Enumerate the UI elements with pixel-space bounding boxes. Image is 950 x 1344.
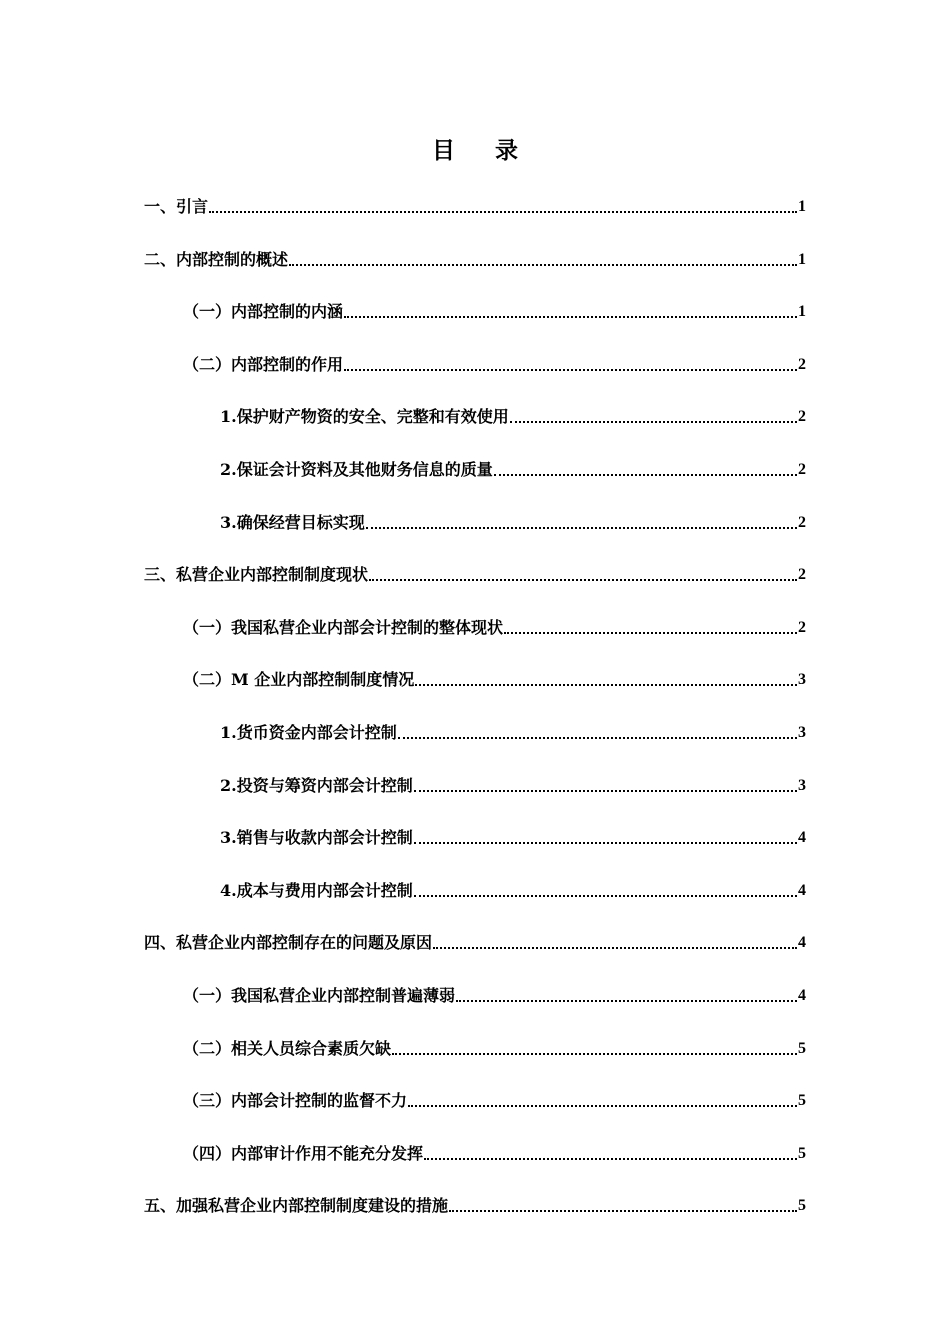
toc-leader-dots [408,1091,797,1107]
toc-leader-dots [494,460,797,476]
toc-entry[interactable] [183,980,806,1006]
toc-entry-page-number: 5 [798,1144,806,1162]
toc-leader-dots [366,513,797,529]
toc-leader-dots [398,723,797,739]
toc-entry-label: （一）我国私营企业内部控制普遍薄弱 [183,986,456,1005]
toc-entry[interactable] [183,1085,806,1111]
toc-entry-label: （二）M 企业内部控制制度情况 [183,670,415,690]
toc-entry-page-number: 4 [798,829,806,847]
toc-entry[interactable] [183,1138,806,1164]
toc-entry-page-number: 2 [798,408,806,426]
toc-entry-page-number: 2 [798,355,806,373]
toc-entry-label: （二）相关人员综合素质欠缺 [183,1038,392,1058]
toc-entry[interactable] [220,875,806,901]
toc-entry[interactable] [220,770,806,796]
toc-entry[interactable] [183,664,806,690]
toc-title-part1: 目 [432,137,455,164]
toc-leader-dots [414,881,797,897]
toc-entry-label: 2.投资与筹资内部会计控制 [220,775,413,795]
toc-entry-page-number: 1 [798,303,806,321]
toc-entry[interactable] [183,296,806,322]
toc-entry-label: 二、内部控制的概述 [144,249,289,269]
toc-entry-label: 2.保证会计资料及其他财务信息的质量 [220,460,493,479]
toc-leader-dots [392,1039,797,1055]
toc-entry-page-number: 4 [798,934,806,952]
toc-entry-label: （一）内部控制的内涵 [183,302,344,322]
toc-leader-dots [209,197,797,213]
toc-leader-dots [433,933,797,949]
toc-leader-dots [289,250,797,266]
toc-leader-dots [414,776,797,792]
toc-entry[interactable] [144,191,806,217]
toc-entry-page-number: 5 [798,1092,806,1110]
toc-leader-dots [510,407,797,423]
toc-entry[interactable] [220,717,806,743]
toc-entry-label: 五、加强私营企业内部控制制度建设的措施 [144,1196,449,1216]
toc-entry[interactable] [220,401,806,427]
toc-entry-label: 3.销售与收款内部会计控制 [220,828,413,848]
toc-entry-page-number: 3 [798,776,806,794]
toc-leader-dots [449,1196,797,1212]
toc-leader-dots [456,986,797,1002]
toc-entry-label: （四）内部审计作用不能充分发挥 [183,1143,424,1163]
toc-entry-page-number: 2 [798,566,806,584]
toc-leader-dots [504,618,797,634]
toc-entry-label: （一）我国私营企业内部会计控制的整体现状 [183,617,504,637]
toc-entry[interactable] [183,349,806,375]
toc-title [0,136,950,166]
toc-entry-label: （二）内部控制的作用 [183,354,344,374]
toc-entry-label: 4.成本与费用内部会计控制 [220,880,413,900]
toc-entry-page-number: 1 [798,250,806,268]
toc-leader-dots [414,828,797,844]
toc-entry-label: 四、私营企业内部控制存在的问题及原因 [144,933,433,953]
toc-leader-dots [369,565,797,581]
toc-entry[interactable] [183,612,806,638]
toc-entry[interactable] [144,927,806,953]
toc-entry-page-number: 4 [798,987,806,1004]
toc-entry-label: （三）内部会计控制的监督不力 [183,1091,408,1111]
toc-entry-page-number: 3 [798,724,806,741]
toc-entry-page-number: 2 [798,618,806,636]
toc-entry[interactable] [183,1033,806,1059]
toc-leader-dots [344,355,797,371]
toc-entry-page-number: 2 [798,461,806,478]
toc-entry-label: 三、私营企业内部控制制度现状 [144,565,369,585]
toc-entry-page-number: 5 [798,1039,806,1057]
toc-entry[interactable] [220,454,806,480]
toc-entry-page-number: 5 [798,1197,806,1215]
toc-leader-dots [424,1144,797,1160]
toc-entry-label: 一、引言 [144,197,209,216]
toc-title-part2: 录 [495,137,518,164]
toc-entry[interactable] [144,244,806,270]
toc-entry-page-number: 1 [798,198,806,215]
toc-entry-label: 1.保护财产物资的安全、完整和有效使用 [220,407,509,427]
toc-entry-page-number: 2 [798,513,806,531]
toc-entry[interactable] [144,1190,806,1216]
toc-entry[interactable] [220,822,806,848]
toc-leader-dots [344,302,797,318]
toc-entry-page-number: 3 [798,671,806,689]
toc-entry-label: 3.确保经营目标实现 [220,512,365,532]
toc-entry-label: 1.货币资金内部会计控制 [220,723,397,742]
toc-entry[interactable] [144,559,806,585]
toc-entry[interactable] [220,507,806,533]
toc-leader-dots [415,670,797,686]
toc-entry-page-number: 4 [798,881,806,899]
